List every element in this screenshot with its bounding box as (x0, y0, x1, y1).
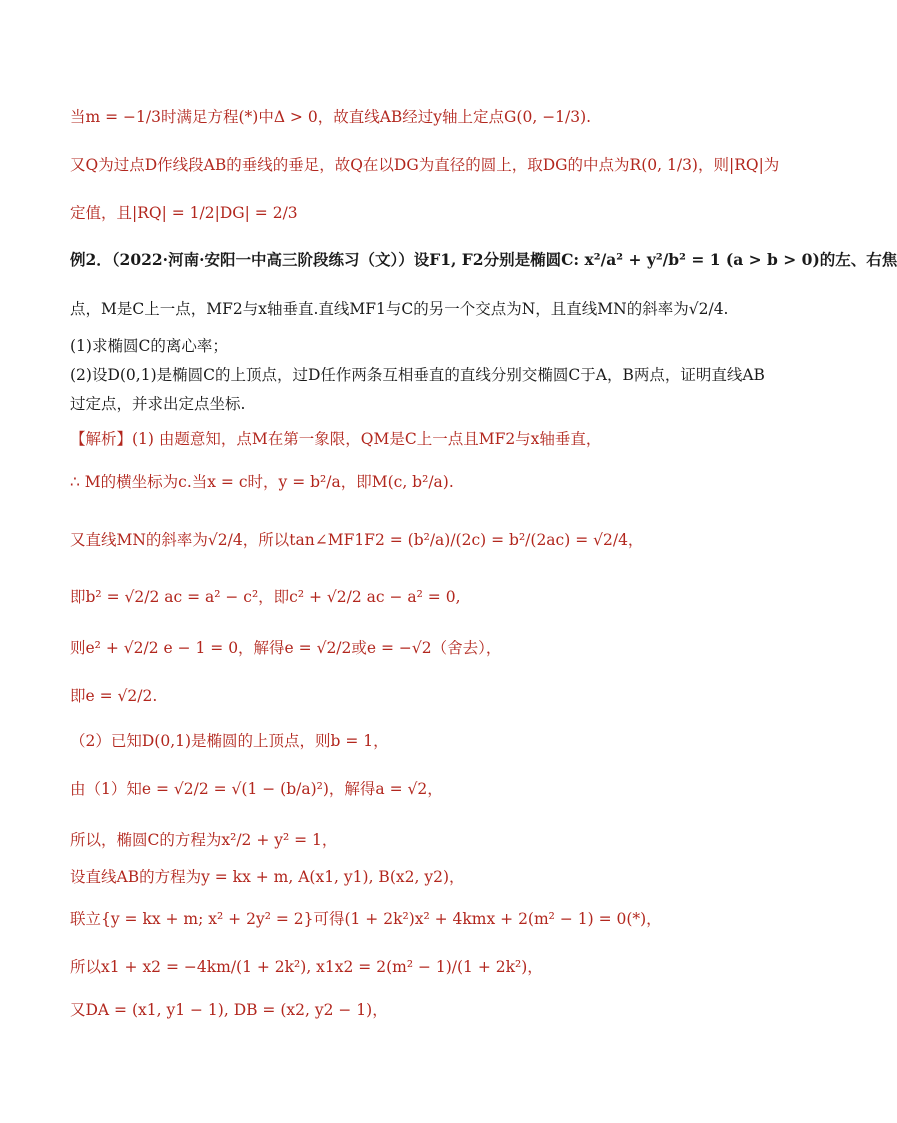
text-line-13 (70, 637, 501, 659)
line-text: 过定点，并求出定点坐标. (70, 395, 246, 413)
text-line-16 (70, 778, 443, 800)
text-line-1 (70, 106, 591, 128)
text-line-11 (70, 529, 643, 551)
line-text: 由（1）知e = √2/2 = √(1 − (b/a)²)，解得a = √2， (70, 780, 443, 798)
text-line-19 (70, 908, 662, 930)
question-2 (70, 364, 765, 386)
line-text: 点，M是C上一点，MF2与x轴垂直.直线MF1与C的另一个交点为N，且直线MN的斜率为√2/4. (70, 300, 729, 318)
text-line-5 (70, 298, 728, 320)
line-text: （2）已知D(0,1)是椭圆的上顶点，则b = 1， (70, 732, 389, 750)
line-text: 又DA = (x1, y1 − 1), DB = (x2, y2 − 1)， (70, 1001, 388, 1019)
text-line-15 (70, 730, 389, 752)
line-text: 当m = −1/3时满足方程(*)中Δ > 0，故直线AB经过y轴上定点G(0, −1/3). (70, 108, 592, 126)
line-text: 即e = √2/2. (70, 687, 158, 705)
line-text: 联立{y = kx + m; x² + 2y² = 2}可得(1 + 2k²)x² + 4kmx + 2(m² − 1) = 0(*)， (70, 910, 662, 928)
example-heading-line (70, 249, 897, 271)
line-text: 定值，且|RQ| = 1/2|DG| = 2/3 (70, 204, 298, 222)
line-text: 即b² = √2/2 ac = a² − c²，即c² + √2/2 ac − a² = 0, (70, 588, 461, 606)
text-line-10 (70, 471, 454, 493)
line-text: 【解析】(1) 由题意知，点M在第一象限，QM是C上一点且MF2与x轴垂直， (70, 430, 602, 448)
line-text: ∴ M的横坐标为c.当x = c时，y = b²/a，即M(c, b²/a). (70, 473, 454, 491)
text-line-2 (70, 154, 779, 176)
text-line-20 (70, 956, 543, 978)
line-text: (2)设D(0,1)是椭圆C的上顶点，过D任作两条互相垂直的直线分别交椭圆C于A，B两点，证明直线AB (70, 366, 765, 384)
text-line-3 (70, 202, 298, 224)
question-1 (70, 335, 228, 357)
line-text: 又Q为过点D作线段AB的垂线的垂足，故Q在以DG为直径的圆上，取DG的中点为R(0, 1/3)，则|RQ|为 (70, 156, 780, 174)
solution-heading-line (70, 428, 601, 450)
line-text: 则e² + √2/2 e − 1 = 0，解得e = √2/2或e = −√2（舍去）， (70, 639, 502, 657)
question-2-cont (70, 393, 245, 415)
text-line-14 (70, 685, 157, 707)
line-text: 所以x1 + x2 = −4km/(1 + 2k²), x1x2 = 2(m² − 1)/(1 + 2k²)， (70, 958, 543, 976)
line-text: 又直线MN的斜率为√2/4，所以tan∠MF1F2 = (b²/a)/(2c) = b²/(2ac) = √2/4， (70, 531, 644, 549)
line-text: (1)求椭圆C的离心率； (70, 337, 228, 355)
line-text: 设直线AB的方程为y = kx + m, A(x1, y1), B(x2, y2)， (70, 868, 465, 886)
text-line-21 (70, 999, 388, 1021)
line-text: 所以，椭圆C的方程为x²/2 + y² = 1， (70, 831, 338, 849)
text-line-17 (70, 829, 337, 851)
text-line-12 (70, 586, 461, 608)
text-line-18 (70, 866, 465, 888)
line-text: 例2．（2022·河南·安阳一中高三阶段练习（文））设F1, F2分别是椭圆C: x²/a² + y²/b² = 1 (a > b > 0)的左、右焦 (70, 250, 897, 269)
